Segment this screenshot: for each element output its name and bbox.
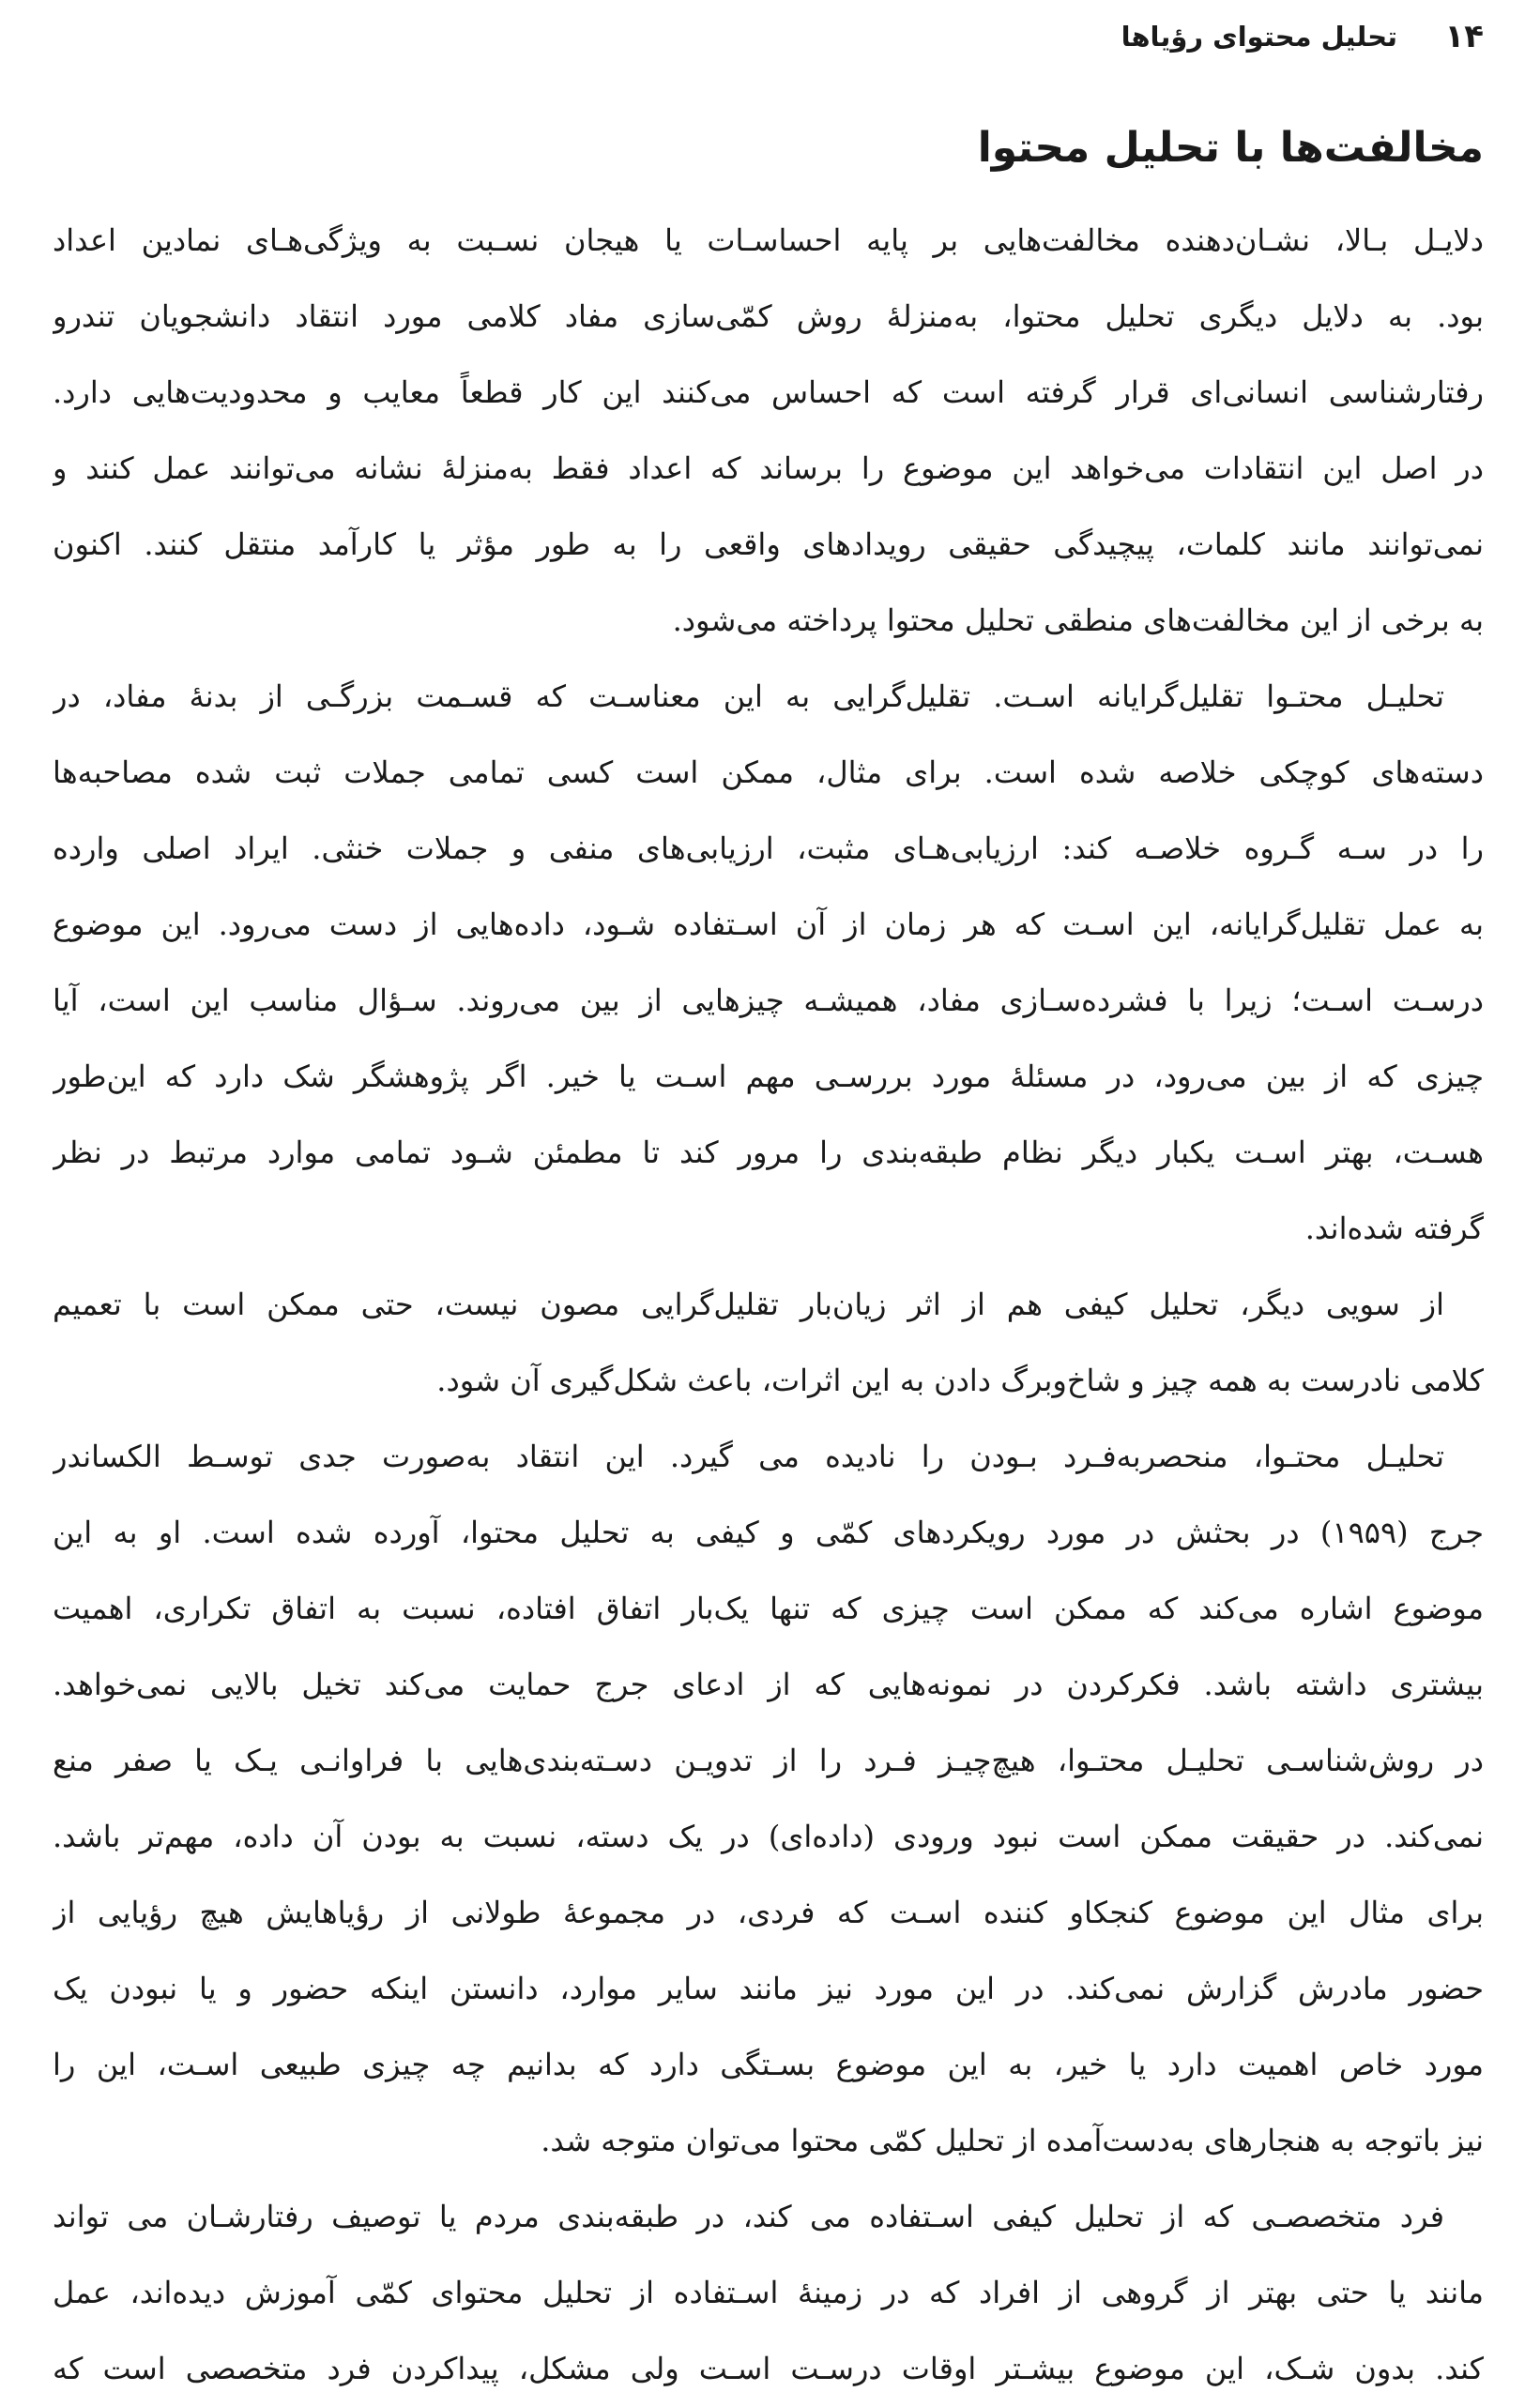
text-line: موضوع اشاره می‌کند که ممکن است چیزی که تنها یک‌بار اتفاق افتاده، نسبت به اتفاق تکراری، اهمیت [53, 1591, 1484, 1626]
text-line: کلامی نادرست به همه چیز و شاخ‌وبرگ دادن به این اثرات، باعث شکل‌گیری آن شود. [436, 1363, 1484, 1398]
text-line: نیز باتوجه به هنجارهای به‌دست‌آمده از تحلیل کمّی محتوا می‌توان متوجه شد. [541, 2123, 1484, 2158]
text-line: تحلیـل محتـوا، منحصربه‌فـرد بـودن را نادیده می گیرد. این انتقاد به‌صورت جدی توسـط الکساندر [53, 1439, 1444, 1474]
text-line: بیشتری داشته باشد. فکرکردن در نمونه‌هایی که از ادعای جرج حمایت می‌کند تخیل بالایی نمی‌خواهد. [53, 1667, 1484, 1702]
text-line: بود. به دلایل دیگری تحلیل محتوا، به‌منزلهٔ روش کمّی‌سازی مفاد کلامی مورد انتقاد دانشجویان تندرو [53, 298, 1484, 334]
text-line: نمی‌کند. در حقیقت ممکن است نبود ورودی (داده‌ای) در یک دسته، نسبت به بودن آن داده، مهم‌تر باشد. [53, 1819, 1484, 1854]
text-line: در روش‌شناسـی تحلیـل محتـوا، هیچ‌چیـز فـرد را از تدویـن دسـته‌بندی‌هایی با فراوانـی یـک یا صفر منع [53, 1743, 1484, 1778]
running-title: تحلیل محتوای رؤیاها [1121, 21, 1397, 53]
text-line: به برخی از این مخالفت‌های منطقی تحلیل محتوا پرداخته می‌شود. [672, 602, 1484, 638]
text-line: دسته‌های کوچکی خلاصه شده است. برای مثال، ممکن است کسی تمامی جملات ثبت شده مصاحبه‌ها [53, 754, 1484, 790]
text-line: چیزی که از بین می‌رود، در مسئلهٔ مورد بررسـی مهم اسـت یا خیر. اگر پژوهشگر شک دارد که این‌طور [53, 1059, 1484, 1094]
text-line: جرج (۱۹۵۹) در بحثش در مورد رویکردهای کمّی و کیفی به تحلیل محتوا، آورده شده است. او به این [53, 1515, 1484, 1550]
text-line: به عمل تقلیل‌گرایانه، این اسـت که هر زمان از آن اسـتفاده شـود، داده‌هایی از دست می‌رود. این موضوع [53, 906, 1484, 942]
text-line: را در سـه گـروه خلاصـه کند: ارزیابی‌هـای مثبت، ارزیابی‌های منفی و جملات خنثی. ایراد اصلی وارده [53, 830, 1484, 866]
text-line: رفتارشناسی انسانی‌ای قرار گرفته است که احساس می‌کنند این کار قطعاً معایب و محدودیت‌هایی دارد. [53, 374, 1484, 410]
text-line: نمی‌توانند مانند کلمات، پیچیدگی حقیقی رویدادهای واقعی را به طور مؤثر یا کارآمد منتقل کنند. اکنون [53, 526, 1484, 562]
text-line: از سویی دیگر، تحلیل کیفی هم از اثر زیان‌بار تقلیل‌گرایی مصون نیست، حتی ممکن است با تعمیم [53, 1287, 1444, 1322]
text-line: درسـت اسـت؛ زیرا با فشرده‌سـازی مفاد، همیشـه چیزهایی از بین می‌روند. سـؤال مناسب این است، آیا [53, 983, 1484, 1018]
text-line: تحلیـل محتـوا تقلیل‌گرایانه اسـت. تقلیل‌گرایی به این معناسـت که قسـمت بزرگـی از بدنهٔ مفاد، در [53, 678, 1444, 714]
page-number: ۱۴ [1444, 18, 1484, 55]
text-line: کند. بدون شـک، این موضوع بیشـتر اوقات درسـت اسـت ولی مشکل، پیداکردن فرد متخصصی است که [53, 2351, 1484, 2386]
text-line: دلایـل بـالا، نشـان‌دهنده مخالفت‌هایی بر پایه احساسـات یا هیجان نسـبت به ویژگی‌هـای نمادین اعداد [53, 222, 1484, 258]
text-line: حضور مادرش گزارش نمی‌کند. در این مورد نیز مانند سایر موارد، دانستن اینکه حضور و یا نبودن یک [53, 1971, 1484, 2006]
body-text [53, 203, 1484, 2407]
text-line: مورد خاص اهمیت دارد یا خیر، به این موضوع بسـتگی دارد که بدانیم چه چیزی طبیعی اسـت، این را [53, 2047, 1484, 2082]
text-line: مانند یا حتی بهتر از گروهی از افراد که در زمینهٔ اسـتفاده از تحلیل محتوای کمّی آموزش دیده‌اند، عمل [53, 2275, 1484, 2310]
text-line: فرد متخصصـی که از تحلیل کیفی اسـتفاده می کند، در طبقه‌بندی مردم یا توصیف رفتارشـان می تواند [53, 2199, 1444, 2234]
text-line: گرفته شده‌اند. [1304, 1211, 1484, 1246]
text-line: در اصل این انتقادات می‌خواهد این موضوع را برساند که اعداد فقط به‌منزلهٔ نشانه می‌توانند عمل کنند و [53, 450, 1484, 486]
section-heading: مخالفت‌ها با تحلیل محتوا [977, 124, 1484, 172]
text-line: هسـت، بهتر اسـت یکبار دیگر نظام طبقه‌بندی را مرور کند تا مطمئن شـود تمامی موارد مرتبط در نظر [53, 1135, 1484, 1170]
text-line: برای مثال این موضوع کنجکاو کننده اسـت که فردی، در مجموعهٔ طولانی از رؤیاهایش هیچ رؤیایی از [53, 1895, 1484, 1930]
running-header [56, 13, 1484, 60]
